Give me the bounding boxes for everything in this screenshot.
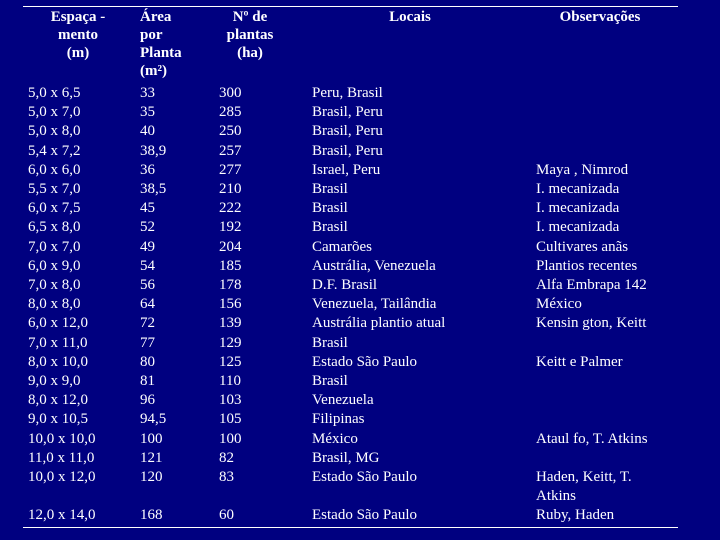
cell-espacamento: 12,0 x 14,0 xyxy=(28,507,96,523)
cell-espacamento: 6,0 x 7,5 xyxy=(28,200,81,217)
cell-area: 33 xyxy=(140,85,155,101)
cell-plantas: 204 xyxy=(219,238,242,255)
cell-area: 94,5 xyxy=(140,411,167,428)
cell-espacamento: 5,0 x 8,0 xyxy=(28,123,81,140)
cell-area: 72 xyxy=(140,315,155,332)
cell-plantas: 178 xyxy=(219,277,242,293)
cell-observacoes: Haden, Keitt, T. Atkins xyxy=(536,469,632,505)
cell-plantas: 285 xyxy=(219,104,242,121)
cell-observacoes: I. mecanizada xyxy=(536,219,620,236)
cell-espacamento: 8,0 x 10,0 xyxy=(28,353,88,370)
cell-observacoes: Cultivares anãs xyxy=(536,238,629,255)
cell-local: México xyxy=(312,430,358,447)
cell-area: 120 xyxy=(140,469,163,485)
cell-observacoes: Plantios recentes xyxy=(536,257,638,274)
cell-local: Peru, Brasil xyxy=(312,85,383,101)
cell-local: Brasil xyxy=(312,181,348,197)
cell-observacoes: I. mecanizada xyxy=(536,200,620,217)
cell-observacoes: Kensin gton, Keitt xyxy=(536,315,647,332)
cell-plantas: 83 xyxy=(219,469,234,485)
cell-plantas: 185 xyxy=(219,257,242,274)
cell-area: 54 xyxy=(140,257,155,274)
cell-local: Estado São Paulo xyxy=(312,507,417,523)
cell-area: 100 xyxy=(140,430,163,447)
cell-espacamento: 5,5 x 7,0 xyxy=(28,181,81,197)
cell-area: 49 xyxy=(140,238,155,255)
cell-local: Camarões xyxy=(312,238,372,255)
cell-plantas: 100 xyxy=(219,430,242,447)
cell-plantas: 60 xyxy=(219,507,234,523)
cell-local: Brasil, Peru xyxy=(312,142,383,159)
cell-espacamento: 7,0 x 7,0 xyxy=(28,238,81,255)
cell-area: 64 xyxy=(140,296,155,313)
cell-espacamento: 7,0 x 8,0 xyxy=(28,277,81,293)
cell-observacoes: Keitt e Palmer xyxy=(536,353,623,370)
cell-area: 56 xyxy=(140,277,155,293)
cell-area: 38,9 xyxy=(140,142,167,159)
cell-plantas: 257 xyxy=(219,142,242,159)
cell-area: 52 xyxy=(140,219,155,236)
cell-espacamento: 5,0 x 6,5 xyxy=(28,85,81,101)
cell-area: 96 xyxy=(140,392,155,409)
cell-espacamento: 10,0 x 10,0 xyxy=(28,430,96,447)
cell-local: Austrália plantio atual xyxy=(312,315,446,332)
cell-espacamento: 9,0 x 10,5 xyxy=(28,411,88,428)
cell-plantas: 125 xyxy=(219,353,242,370)
cell-area: 35 xyxy=(140,104,155,121)
cell-espacamento: 5,4 x 7,2 xyxy=(28,142,81,159)
cell-area: 40 xyxy=(140,123,155,140)
cell-espacamento: 5,0 x 7,0 xyxy=(28,104,81,121)
cell-espacamento: 6,5 x 8,0 xyxy=(28,219,81,236)
cell-local: Brasil, MG xyxy=(312,449,380,466)
header-plantas: Nº de plantas (ha) xyxy=(226,9,274,61)
cell-espacamento: 11,0 x 11,0 xyxy=(28,449,95,466)
header-locais: Locais xyxy=(389,9,431,25)
cell-area: 45 xyxy=(140,200,155,217)
cell-observacoes: Maya , Nimrod xyxy=(536,161,629,178)
cell-local: Brasil, Peru xyxy=(312,123,383,140)
cell-plantas: 300 xyxy=(219,85,242,101)
cell-espacamento: 9,0 x 9,0 xyxy=(28,373,81,389)
cell-area: 168 xyxy=(140,507,163,523)
cell-area: 80 xyxy=(140,353,155,370)
header-area: Área por Planta (m²) xyxy=(140,9,182,79)
cell-espacamento: 6,0 x 12,0 xyxy=(28,315,88,332)
cell-area: 36 xyxy=(140,161,155,178)
cell-plantas: 103 xyxy=(219,392,242,409)
cell-plantas: 129 xyxy=(219,334,242,351)
cell-local: D.F. Brasil xyxy=(312,277,378,293)
cell-observacoes: Ataul fo, T. Atkins xyxy=(536,430,648,447)
cell-observacoes: México xyxy=(536,296,582,313)
cell-area: 38,5 xyxy=(140,181,167,197)
cell-plantas: 210 xyxy=(219,181,242,197)
cell-plantas: 105 xyxy=(219,411,242,428)
cell-observacoes: Alfa Embrapa 142 xyxy=(536,277,647,293)
cell-plantas: 277 xyxy=(219,161,242,178)
cell-plantas: 139 xyxy=(219,315,242,332)
header-observacoes: Observações xyxy=(559,9,641,25)
cell-area: 77 xyxy=(140,334,155,351)
cell-plantas: 156 xyxy=(219,296,242,313)
cell-local: Brasil xyxy=(312,200,348,217)
cell-espacamento: 6,0 x 6,0 xyxy=(28,161,81,178)
cell-plantas: 250 xyxy=(219,123,242,140)
cell-local: Estado São Paulo xyxy=(312,469,417,485)
cell-local: Venezuela xyxy=(312,392,374,409)
cell-espacamento: 6,0 x 9,0 xyxy=(28,257,81,274)
cell-plantas: 222 xyxy=(219,200,242,217)
cell-plantas: 192 xyxy=(219,219,242,236)
cell-local: Israel, Peru xyxy=(312,161,381,178)
cell-espacamento: 7,0 x 11,0 xyxy=(28,334,88,351)
cell-local: Austrália, Venezuela xyxy=(312,257,436,274)
cell-observacoes: Ruby, Haden xyxy=(536,507,615,523)
header-espacamento: Espaça - mento (m) xyxy=(50,9,106,61)
cell-plantas: 82 xyxy=(219,449,234,466)
cell-local: Filipinas xyxy=(312,411,365,428)
cell-espacamento: 8,0 x 12,0 xyxy=(28,392,88,409)
cell-local: Brasil xyxy=(312,334,348,351)
cell-observacoes: I. mecanizada xyxy=(536,181,620,197)
cell-local: Brasil xyxy=(312,373,348,389)
cell-local: Brasil xyxy=(312,219,348,236)
cell-espacamento: 8,0 x 8,0 xyxy=(28,296,81,313)
top-rule xyxy=(23,6,678,7)
cell-area: 121 xyxy=(140,449,163,466)
bottom-rule xyxy=(23,527,678,528)
cell-local: Brasil, Peru xyxy=(312,104,383,121)
cell-plantas: 110 xyxy=(219,373,241,389)
cell-local: Estado São Paulo xyxy=(312,353,417,370)
cell-espacamento: 10,0 x 12,0 xyxy=(28,469,96,485)
cell-area: 81 xyxy=(140,373,155,389)
cell-local: Venezuela, Tailândia xyxy=(312,296,437,313)
